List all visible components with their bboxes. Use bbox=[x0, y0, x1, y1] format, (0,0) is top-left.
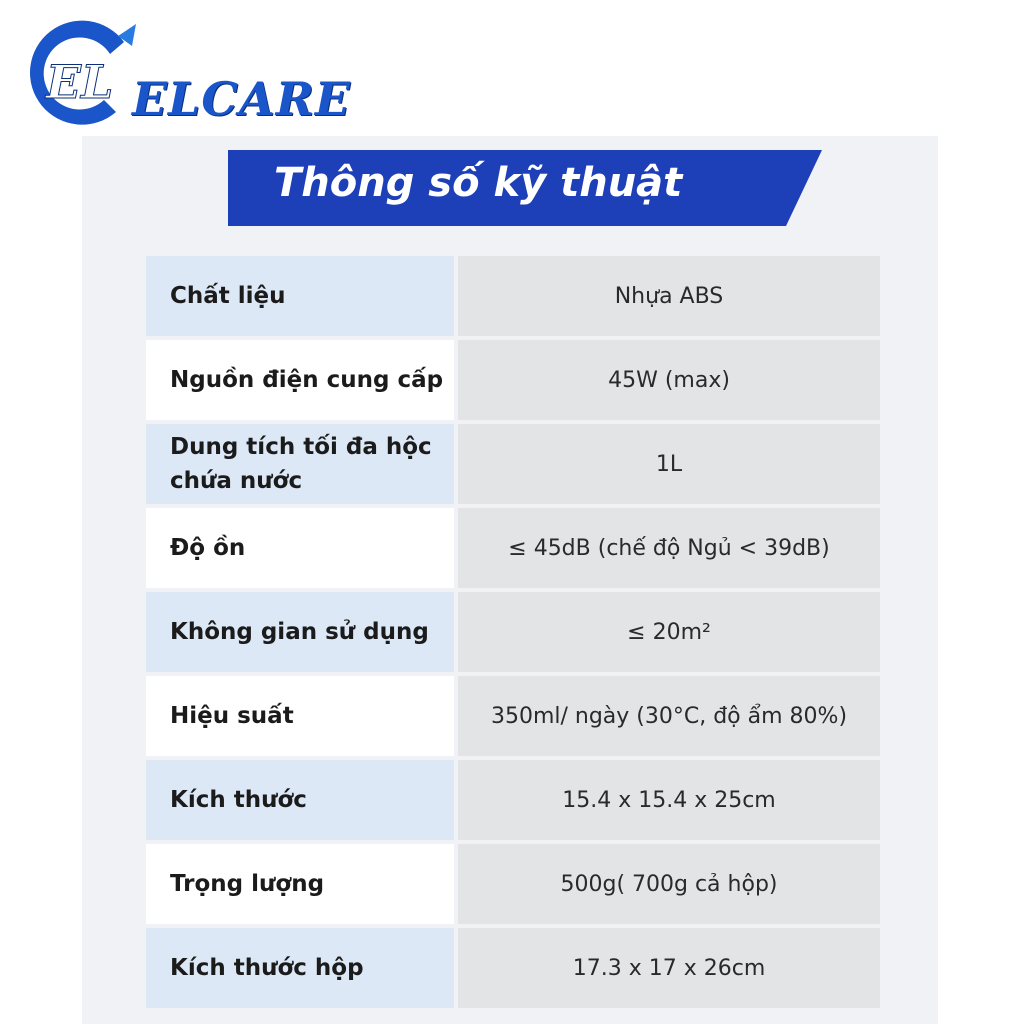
spec-label: Kích thước hộp bbox=[146, 928, 454, 1008]
spec-value: Nhựa ABS bbox=[458, 256, 880, 336]
spec-table bbox=[146, 256, 880, 1012]
spec-value: ≤ 45dB (chế độ Ngủ < 39dB) bbox=[458, 508, 880, 588]
spec-value: 45W (max) bbox=[458, 340, 880, 420]
brand-name: ELCARE bbox=[132, 72, 351, 126]
spec-label: Dung tích tối đa hộc chứa nước bbox=[146, 424, 454, 504]
spec-value: ≤ 20m² bbox=[458, 592, 880, 672]
spec-row-weight bbox=[146, 844, 880, 924]
spec-label: Độ ồn bbox=[146, 508, 454, 588]
spec-value: 500g( 700g cả hộp) bbox=[458, 844, 880, 924]
spec-value: 15.4 x 15.4 x 25cm bbox=[458, 760, 880, 840]
spec-row-material bbox=[146, 256, 880, 336]
spec-label: Nguồn điện cung cấp bbox=[146, 340, 454, 420]
spec-row-efficiency bbox=[146, 676, 880, 756]
spec-row-box-dimensions bbox=[146, 928, 880, 1008]
spec-label: Trọng lượng bbox=[146, 844, 454, 924]
spec-value: 1L bbox=[458, 424, 880, 504]
spec-value: 350ml/ ngày (30°C, độ ẩm 80%) bbox=[458, 676, 880, 756]
spec-label: Kích thước bbox=[146, 760, 454, 840]
svg-text:EL: EL bbox=[46, 55, 114, 109]
spec-value: 17.3 x 17 x 26cm bbox=[458, 928, 880, 1008]
spec-label: Hiệu suất bbox=[146, 676, 454, 756]
page-title: Thông số kỹ thuật bbox=[274, 160, 683, 206]
title-banner bbox=[228, 150, 822, 226]
spec-row-power bbox=[146, 340, 880, 420]
spec-label: Chất liệu bbox=[146, 256, 454, 336]
logo-emblem-icon bbox=[12, 14, 142, 134]
spec-label: Không gian sử dụng bbox=[146, 592, 454, 672]
spec-row-space bbox=[146, 592, 880, 672]
spec-row-water-capacity bbox=[146, 424, 880, 504]
spec-row-noise bbox=[146, 508, 880, 588]
spec-row-dimensions bbox=[146, 760, 880, 840]
